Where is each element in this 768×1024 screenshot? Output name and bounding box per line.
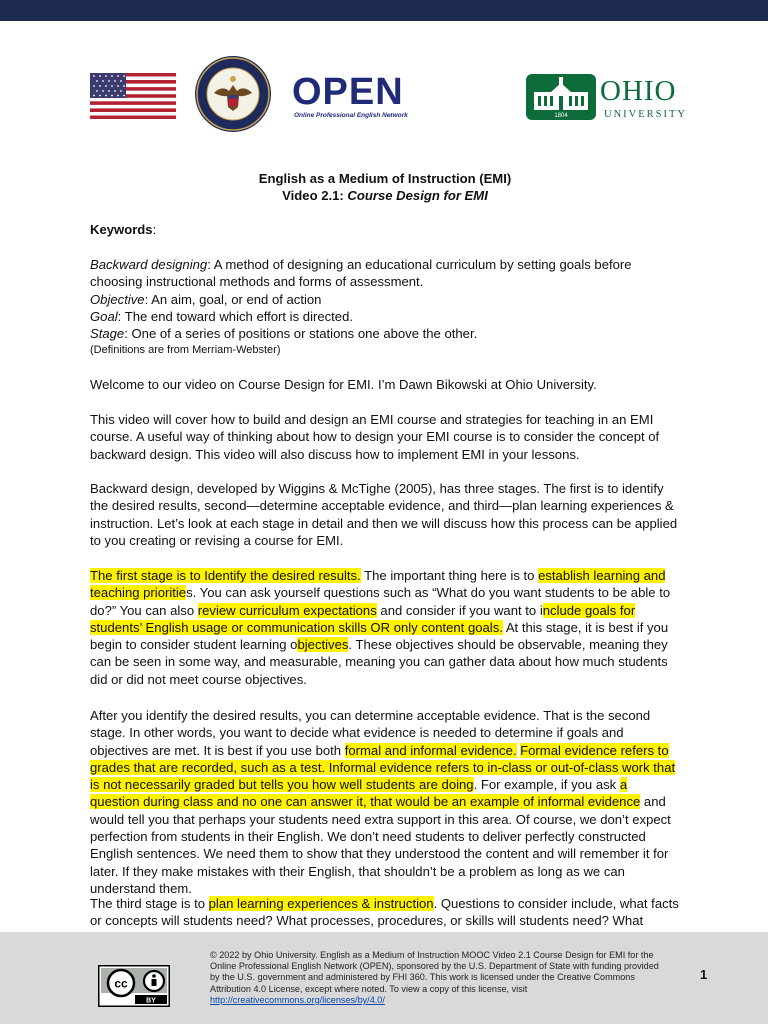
ohio-building-icon (526, 74, 596, 120)
highlighted-text: a question during class and no one can answer it, that would be an example of informal evidence (90, 777, 641, 810)
paragraph-stage-one (90, 567, 680, 688)
license-link[interactable]: http://creativecommons.org/licenses/by/4.0/ (210, 994, 385, 1005)
text-run: and consider if you want to i (376, 602, 543, 618)
open-logo-wordmark: OPEN (292, 71, 404, 113)
license-text: © 2022 by Ohio University. English as a Medium of Instruction MOOC Video 2.1 Course Design for EMI for the Online Professional English Network (OPEN), sponsored by the U.S. Department of State with funding provided by the U.S. government and administered by FHI 360. This work is licensed under the Creative Commons Attribution 4.0 License, except where noted. To view a copy of this license, visit (210, 950, 659, 994)
ohio-logo-subtitle: UNIVERSITY (604, 109, 687, 120)
top-header-bar (0, 0, 768, 21)
title-video-name: Course Design for EMI (347, 188, 488, 204)
text-run: . These objectives should be observable, meaning they can be seen in some way, and measurable, meaning you can gather data about how much students did or did not meet course objectives. (90, 637, 668, 687)
keywords-heading-colon: : (152, 222, 157, 237)
paragraph-overview: This video will cover how to build and design an EMI course and strategies for teaching in an EMI course. A useful way of thinking about how to design your EMI course is to consider the concept of backward design. This video will also discuss how to implement EMI in your lessons. (90, 412, 660, 462)
keywords-heading (90, 221, 680, 238)
highlighted-text: review curriculum expectations (197, 602, 377, 618)
highlighted-text: nclude goals for students’ English usage or communication skills OR only content goals. (90, 602, 636, 635)
ohio-logo-wordmark: OHIO (600, 75, 677, 107)
highlighted-text: plan learning experiences & instruction (208, 896, 434, 911)
highlighted-text: The first stage is to Identify the desired results. (90, 568, 361, 583)
creative-commons-by-badge-icon[interactable] (98, 965, 170, 1007)
svg-text:cc: cc (114, 976, 128, 991)
highlighted-text: Formal evidence refers to grades that are recorded, such as a test. Informal evidence refers to in-class or out-of-class work that is not necessarily graded but tells you how well students are doing (90, 742, 676, 793)
ohio-logo-year: 1804 (554, 113, 568, 119)
highlighted-text: bjectives (297, 637, 349, 653)
text-run: . For example, if you ask (473, 777, 620, 793)
text-run: At this stage, it is best if you begin to consider student learning o (90, 619, 669, 653)
state-department-seal-icon (194, 55, 272, 133)
text-run: s. You can ask yourself questions such as “What do you want students to be able to do?” You can also (90, 585, 671, 618)
us-flag-icon (90, 73, 176, 119)
text-run: . Questions to consider include, what facts or concepts will students need? What processes, procedures, or skills will students need? What (90, 896, 679, 929)
text-run: The important thing here is to (360, 568, 539, 583)
keywords-list (90, 256, 680, 360)
keyword-item: Goal: The end toward which effort is directed. (90, 308, 354, 324)
title-video-number: Video 2.1: (282, 188, 348, 204)
keyword-item: Backward designing: A method of designing an educational curriculum by setting goals before choosing instructional methods and forms of assessment. (90, 257, 632, 290)
open-logo-subtitle: Online Professional English Network (294, 112, 408, 119)
paragraph-backward-design: Backward design, developed by Wiggins & McTighe (2005), has three stages. The first is to identify the desired results, second—determine acceptable evidence, and third—plan learning experiences & instruction. Let’s look at each stage in detail and then we will discuss how this process can be applied to you creating or revising a course for EMI. (90, 481, 678, 548)
text-run: The third stage is to (90, 896, 209, 911)
page-number: 1 (700, 967, 708, 982)
title-line-1: English as a Medium of Instruction (EMI) (258, 171, 512, 186)
highlighted-text: formal and informal evidence. (344, 742, 517, 758)
cc-by-label: BY (146, 997, 156, 1005)
keyword-item: Stage: One of a series of positions or stations one above the other. (90, 326, 478, 342)
keywords-heading-text: Keywords (90, 222, 153, 237)
text-run: and would tell you that perhaps your students need extra support in this area. Of course, we don’t expect perfection from students in their English. We don’t need students to deliver perfectly constructed English sentences. We need them to show that they understood the content and will remember it for later. If they make mistakes with their English, that shouldn’t be a problem as long as we can understand them. (90, 794, 671, 896)
text-run: After you identify the desired results, you can determine acceptable evidence. That is the second stage. In other words, you want to decide what evidence is needed to determine if goals and objectives are met. It is best if you use both (90, 708, 651, 758)
open-logo (292, 72, 424, 124)
paragraph-stage-two (90, 707, 680, 897)
ohio-university-logo (526, 70, 706, 128)
license-notice (210, 950, 660, 1006)
title-line-2 (90, 187, 680, 204)
keyword-item: Objective: An aim, goal, or end of action (90, 291, 322, 307)
definitions-source: (Definitions are from Merriam-Webster) (90, 344, 281, 357)
paragraph-welcome: Welcome to our video on Course Design for EMI. I’m Dawn Bikowski at Ohio University. (90, 377, 597, 392)
document-title (90, 170, 680, 205)
highlighted-text: establish learning and teaching prioritie (90, 568, 666, 601)
